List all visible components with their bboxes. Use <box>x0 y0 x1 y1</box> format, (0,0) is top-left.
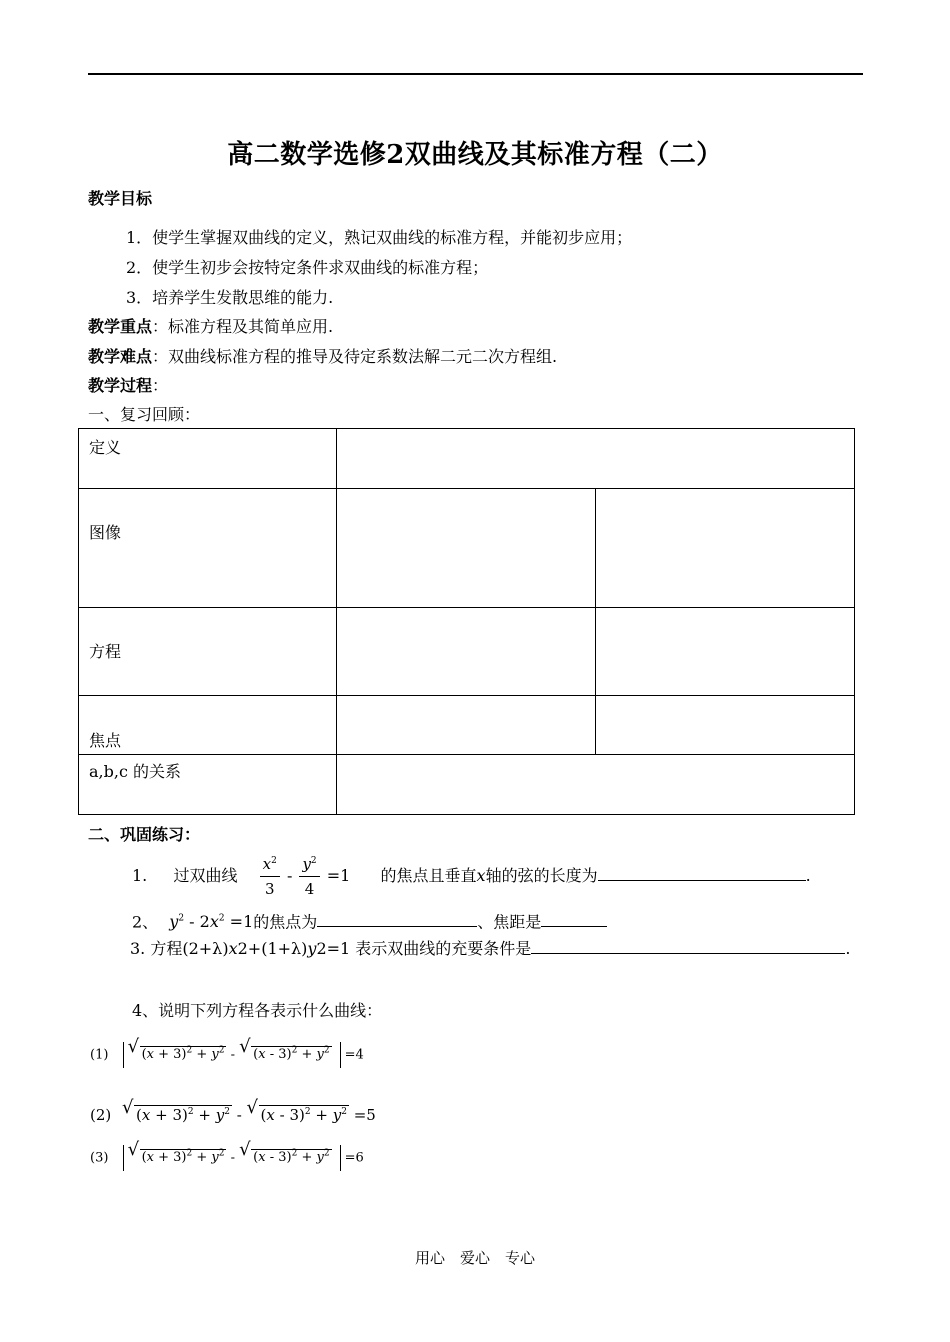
process <box>88 373 168 396</box>
q3-var-x: x <box>228 939 238 958</box>
process-label: 教学过程 <box>88 376 153 395</box>
q2-focal-distance-blank[interactable] <box>541 910 607 927</box>
q1-formula: $\frac{x^2}{3}$ - $\frac{y^2}{4}$ =1 <box>258 866 356 885</box>
q1-text-before: 过双曲线 <box>173 866 238 885</box>
table-row <box>79 489 855 608</box>
q2-formula: $y^2 - 2x^2 =1$ <box>169 912 254 932</box>
row-label-graph: 图像 <box>79 489 337 608</box>
q3-text-b: 2+(1+λ) <box>237 939 308 958</box>
key-points-text: ：标准方程及其简单应用. <box>152 317 334 336</box>
focus-cell-left[interactable] <box>337 696 596 755</box>
table-row <box>79 755 855 815</box>
equation-cell-right[interactable] <box>596 608 855 696</box>
graph-cell-left[interactable] <box>337 489 596 608</box>
q2-text-after: 的焦点为 <box>253 912 318 932</box>
review-heading: 一、复习回顾： <box>88 405 201 424</box>
key-points <box>88 314 333 337</box>
focus-cell-right[interactable] <box>596 696 855 755</box>
q3-text-a: 3. 方程(2+λ) <box>130 939 229 958</box>
page-footer: 用心 爱心 专心 <box>414 1249 535 1267</box>
row-label-abc-relation: a,b,c 的关系 <box>79 755 337 815</box>
graph-cell-right[interactable] <box>596 489 855 608</box>
question-3: 3. 方程(2+λ)x2+(1+λ)y2=1 表示双曲线的充要条件是 . <box>130 939 851 958</box>
question-1: 1. 过双曲线 $\frac{x^2}{3}$ - $\frac{y^2}{4}$ =1 的焦点且垂直x轴的弦的长度为 . <box>132 854 811 898</box>
page-title: 高二数学选修2双曲线及其标准方程（二） <box>227 140 723 170</box>
table-row <box>79 429 855 489</box>
q1-answer-blank[interactable] <box>598 864 806 881</box>
row-label-focus: 焦点 <box>79 696 337 755</box>
equation-cell-left[interactable] <box>337 608 596 696</box>
header-rule <box>88 73 863 75</box>
q1-text-end: 轴的弦的长度为 <box>485 866 598 885</box>
key-points-label: 教学重点 <box>88 317 153 336</box>
row-label-definition: 定义 <box>79 429 337 489</box>
q4-label-3: (3) <box>90 1150 109 1166</box>
question-4: 4、说明下列方程各表示什么曲线： <box>132 1001 383 1020</box>
table-row <box>79 696 855 755</box>
process-text: ： <box>152 376 169 395</box>
difficulties-text: ：双曲线标准方程的推导及待定系数法解二元二次方程组. <box>152 347 558 366</box>
question-2 <box>132 906 607 932</box>
objective-item-1: 1．使学生掌握双曲线的定义，熟记双曲线的标准方程，并能初步应用； <box>126 228 633 247</box>
difficulties-label: 教学难点 <box>88 347 153 366</box>
practice-heading: 二、巩固练习： <box>88 825 201 844</box>
q4-label-1: (1) <box>90 1047 109 1063</box>
definition-cell[interactable] <box>337 429 855 489</box>
q4-label-2: (2) <box>90 1106 112 1124</box>
abc-relation-cell[interactable] <box>337 755 855 815</box>
difficulties <box>88 344 557 367</box>
q1-number: 1. <box>132 866 148 885</box>
q4-equation-1: (1) √ $(x + 3)^2 + y^2$ - √ $(x - 3)^2 + y^2 =4$ <box>90 1037 364 1069</box>
q2-focus-blank[interactable] <box>317 910 477 927</box>
q2-number: 2、 <box>132 912 159 932</box>
q4-rhs-2: =5 <box>353 1106 376 1124</box>
q1-text-after: 的焦点且垂直 <box>380 866 477 885</box>
objective-item-2: 2．使学生初步会按特定条件求双曲线的标准方程； <box>126 258 489 277</box>
q3-text-c: 2=1 表示双曲线的充要条件是 <box>316 939 532 958</box>
q4-equation-3: (3) √ $(x + 3)^2 + y^2$ - √ $(x - 3)^2 + y^2 =6$ <box>90 1140 364 1172</box>
row-label-equation: 方程 <box>79 608 337 696</box>
review-table <box>78 428 855 815</box>
q3-var-y: y <box>307 939 317 958</box>
objectives-heading: 教学目标 <box>88 189 153 208</box>
objective-item-3: 3．培养学生发散思维的能力. <box>126 288 334 307</box>
q4-equation-2: (2) √ $(x + 3)^2 + y^2$ - √ $(x - 3)^2 + y^2 =5$ <box>90 1098 376 1129</box>
q4-rhs-1: =4 <box>344 1047 364 1063</box>
table-row <box>79 608 855 696</box>
q4-rhs-3: =6 <box>344 1150 364 1166</box>
q1-axis-var: x <box>476 866 486 885</box>
q2-text-mid: 、焦距是 <box>477 912 542 932</box>
q3-answer-blank[interactable] <box>531 937 845 954</box>
